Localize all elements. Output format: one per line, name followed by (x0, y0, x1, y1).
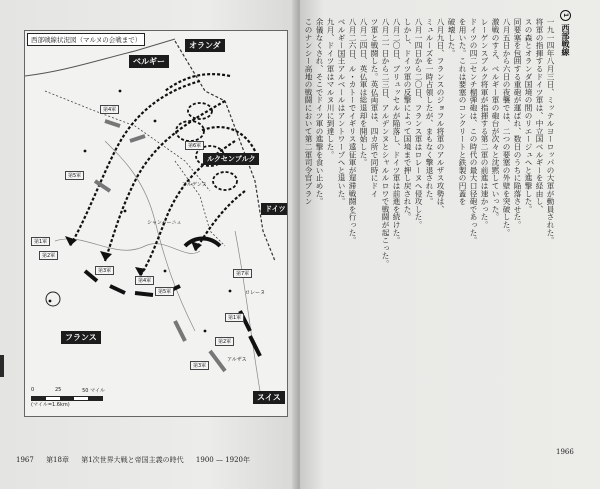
army-label: 第3軍 (190, 361, 209, 370)
army-label: 第1軍 (31, 237, 50, 246)
verdun-arc (185, 239, 220, 247)
army-label: 第1軍 (225, 313, 244, 322)
army-label: 第5軍 (155, 287, 174, 296)
section-title: 西部戦線 (561, 23, 570, 56)
page-number-right: 1966 (556, 448, 574, 456)
text-column: 将軍の指揮するドイツ軍は、中立国ベルギーを経由し、 (535, 18, 545, 213)
region-label: ロレーヌ (245, 290, 266, 296)
text-column: ミュルーズを一時占領したが、まもなく撃退された。 (425, 18, 435, 206)
text-column: 九月、ドイツ軍はマルヌ川に到達した。 (326, 18, 336, 159)
label-germany: ドイツ (261, 203, 288, 215)
region-label: シャンパーニュ (147, 220, 182, 226)
text-column: しかし、ドイツ軍の反撃によって国境まで押し戻された。 (403, 18, 413, 221)
region-label: アルザス (227, 357, 247, 363)
page-tab-marker (0, 355, 4, 377)
chapter-title: 第1次世界大戦と帝国主義の時代 (81, 456, 184, 464)
text-column: レーゲンスブルク将軍が指揮する第二軍の前進は速かった。 (480, 18, 490, 229)
army-label: 第2軍 (215, 337, 234, 346)
section-heading (560, 10, 571, 56)
towns (49, 90, 232, 333)
river (55, 239, 200, 253)
text-column: ツ軍と戦闘した。英仏両軍は、四カ所で同時にドイ (370, 18, 380, 198)
scale-tick: 0 (31, 387, 35, 393)
army-label: 第6軍 (185, 141, 204, 150)
text-column: 八月二〇日、ブリュッセルが陥落し、ドイツ軍は前進を続けた。 (392, 18, 402, 245)
text-column: 八月一四日から二〇日、フランス軍はロレーヌへ侵攻した。 (414, 18, 424, 229)
paris-marker (46, 292, 60, 306)
left-page (0, 0, 296, 489)
river (105, 141, 195, 331)
text-column: 八月二六日、ル・カトーでイギリス遠征軍が遅滞戦闘を行った。 (348, 18, 358, 245)
advance-arrows (70, 74, 255, 276)
text-column: スの森とオランダ国境の間のリエージュへと進撃した。 (524, 18, 534, 213)
label-luxembourg: ルクセンブルク (203, 153, 259, 165)
label-belgium: ベルギー (129, 55, 169, 68)
map-scale (31, 387, 105, 408)
western-front-map (24, 30, 288, 417)
text-column: 八月九日、フランスのジョフル将軍のアルザス攻勢は、 (436, 18, 446, 213)
map-title: 西部戦線状況図（マルヌの会戦まで） (27, 33, 145, 46)
army-label: 第2軍 (39, 251, 58, 260)
scale-note: (マイル=1.6km) (31, 402, 70, 408)
text-column: 同要塞を包囲する重砲が運ばれ、数日のうちに陥落させた。 (513, 18, 523, 229)
chapter-years: 1900 — 1920年 (195, 456, 251, 464)
chapter-number: 第18章 (46, 456, 69, 464)
army-label: 第4軍 (135, 276, 154, 285)
text-column: ドイツの四二センチ榴弾砲は、この時代の最大口径砲であった。 (469, 18, 479, 245)
army-label: 第5軍 (65, 171, 84, 180)
scale-tick: 25 (54, 387, 62, 393)
text-column: 一九一四年八月三日、ミッテルヨーロッパの大軍が動員された。 (546, 18, 556, 245)
army-label: 第3軍 (95, 266, 114, 275)
army-label: 第7軍 (233, 269, 252, 278)
label-france: フランス (61, 331, 101, 344)
left-footer (16, 455, 260, 465)
text-column: 八月二一日から二三日、アルデンヌとシャルルロワで戦闘が起こった。 (381, 18, 391, 268)
section-number: 1 (560, 10, 571, 21)
text-column: を用いた。これは要塞のコンクリートと鉄製の円蓋を (458, 18, 468, 206)
text-column: 破壊した。 (447, 18, 457, 57)
label-holland: オランダ (185, 39, 225, 52)
text-column: 余儀なくされ、そこでドイツ軍の進撃を食い止めた。 (315, 18, 325, 206)
region-label: アルデンヌ (182, 182, 207, 188)
scale-tick: 50 マイル (82, 388, 105, 394)
river (235, 231, 260, 391)
label-switzerland: スイス (253, 391, 285, 404)
text-column: 八月二四日、英仏軍は総退却を開始した。 (359, 18, 369, 167)
text-column: このナンシー高地の戦闘において第二軍司令官ブラン (304, 18, 314, 206)
text-column: 激戦のすえ、ベルギー軍の砲台が次々と沈黙していった。 (491, 18, 501, 221)
army-label: 第4軍 (100, 105, 119, 114)
page-number-left: 1967 (16, 456, 34, 464)
arrow-heads (65, 236, 202, 276)
text-column: ベルギー国王アルベールはアントワープへと退いた。 (337, 18, 347, 206)
border-line (175, 41, 275, 261)
text-column: 八月五日から六日の夜襲では、二つの要塞の外壁を突破した。 (502, 18, 512, 237)
